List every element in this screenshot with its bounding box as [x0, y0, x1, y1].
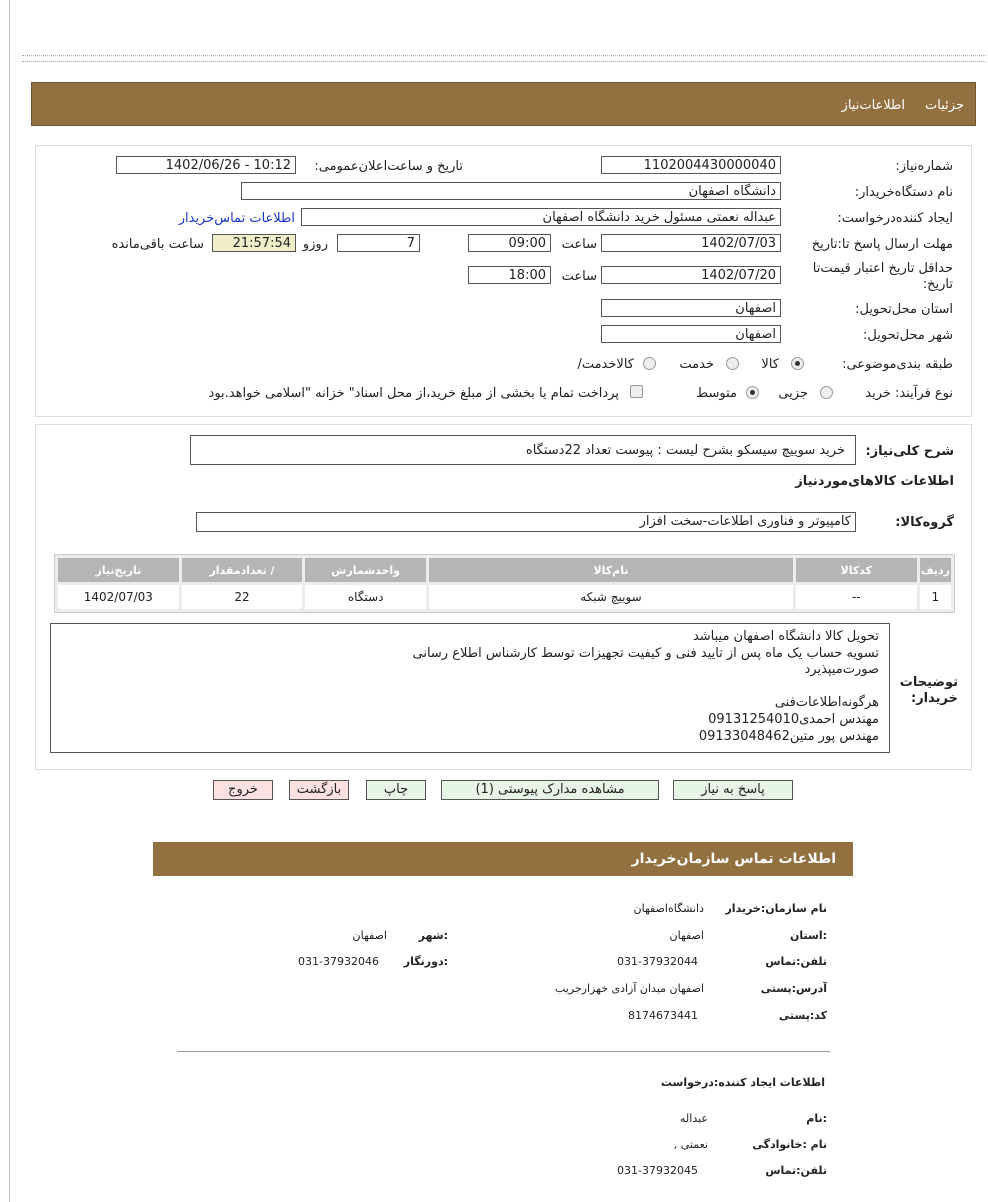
tab-details[interactable]: جزئیات: [925, 98, 964, 113]
phone-label: تلفن:تماس: [765, 955, 827, 968]
phone-value: 031-37932044: [617, 955, 698, 968]
province-label: استان محل‌تحویل:: [855, 302, 953, 317]
notes-box: [50, 623, 890, 753]
col-code: کدکالا: [796, 558, 917, 582]
header-bar: [31, 82, 976, 126]
notes-line: تحویل کالا دانشگاه اصفهان میباشد: [692, 629, 879, 644]
province-contact-label: :استان: [790, 929, 827, 942]
deadline-time-field: 09:00: [468, 234, 551, 252]
notes-line: هرگونه‌اطلاعات‌فنی: [774, 695, 879, 711]
validity-time-label: ساعت: [561, 269, 597, 284]
deadline-date-field: 1402/07/03: [601, 234, 781, 252]
contact-section-header: [153, 842, 853, 876]
deadline-time-label: ساعت: [561, 237, 597, 252]
contact-section-title: اطلاعات تماس سازمان‌خریدار: [631, 851, 836, 867]
creator-phone-value: 031-37932045: [617, 1164, 698, 1177]
view-attachments-button[interactable]: مشاهده مدارک پیوستی (1): [441, 780, 659, 800]
group-label: گروه‌کالا:: [895, 515, 954, 530]
back-button[interactable]: بازگشت: [289, 780, 349, 800]
postal-value: 8174673441: [628, 1009, 698, 1022]
category-label: طبقه بندی‌موضوعی:: [842, 357, 953, 372]
tab-need-info[interactable]: اطلاعات‌نیاز: [841, 98, 905, 113]
org-label: نام سازمان:خریدار: [725, 902, 827, 915]
days-label: روزو: [302, 237, 328, 252]
cell-qty: 22: [182, 585, 303, 609]
creator-phone-label: تلفن:تماس: [765, 1164, 827, 1177]
city-contact-value: اصفهان: [352, 929, 387, 942]
validity-label-1: حداقل تاریخ اعتبار قیمت‌تا: [812, 261, 953, 276]
group-field: کامپیوتر و فناوری اطلاعات-سخت افزار: [196, 512, 856, 532]
buyer-contact-link[interactable]: اطلاعات تماس‌خریدار: [178, 211, 295, 226]
notes-line: [51, 679, 879, 696]
city-contact-label: :شهر: [418, 929, 448, 942]
category-option-goods-service: کالا‌خدمت/: [577, 357, 634, 372]
cell-date: 1402/07/03: [58, 585, 179, 609]
need-number-field: 1102004430000040: [601, 156, 781, 174]
address-value: اصفهان میدان آزادی خهزارجریب: [554, 982, 704, 995]
category-radio-service[interactable]: [726, 357, 739, 370]
contact-divider: [177, 1051, 830, 1052]
treasury-payment-checkbox[interactable]: [630, 385, 643, 398]
cell-name: سوییچ شبکه: [429, 585, 793, 609]
fax-label: :دورنگار: [403, 955, 448, 968]
remaining-label: ساعت باقی‌مانده: [111, 237, 204, 252]
deadline-label: مهلت ارسال پاسخ تا:تاریخ: [811, 237, 953, 252]
dotted-separator: [22, 55, 986, 62]
announce-field: 1402/06/26 - 10:12: [116, 156, 296, 174]
creator-family-label: نام :خانوادگی: [752, 1138, 827, 1151]
validity-time-field: 18:00: [468, 266, 551, 284]
cell-row: 1: [920, 585, 951, 609]
notes-label-1: توضیحات: [899, 675, 958, 690]
creator-family-value: نعمتی ,: [673, 1138, 708, 1151]
items-title: اطلاعات کالاهای‌موردنیاز: [795, 474, 954, 489]
exit-button[interactable]: خروج: [213, 780, 273, 800]
notes-line: صورت‌میپذیرد: [804, 662, 879, 678]
table-row: [58, 585, 951, 609]
notes-line: مهندس پور متین09133048462: [698, 728, 879, 744]
need-number-label: شماره‌نیاز:: [895, 159, 953, 174]
buyer-org-label: نام دستگاه‌خریدار:: [854, 185, 953, 200]
process-option-minor: جزیی: [778, 386, 808, 401]
buyer-org-field: دانشگاه اصفهان: [241, 182, 781, 200]
org-value: دانشگاه‌اصفهان: [633, 902, 704, 915]
summary-label: شرح کلی‌نیاز:: [865, 444, 954, 459]
creator-label: ایجاد کننده‌درخواست:: [837, 211, 953, 226]
province-field: اصفهان: [601, 299, 781, 317]
col-unit: واحدشمارش: [305, 558, 426, 582]
announce-label: تاریخ و ساعت‌اعلان‌عمومی:: [314, 159, 463, 174]
postal-label: کد:پستی: [778, 1009, 827, 1022]
print-button[interactable]: چاپ: [366, 780, 426, 800]
creator-name-label: :نام: [806, 1112, 827, 1125]
category-radio-goods-service[interactable]: [643, 357, 656, 370]
col-qty: / تعدادمقدار: [182, 558, 303, 582]
items-table-header: [58, 558, 951, 582]
creator-name-value: عبداله: [680, 1112, 708, 1125]
days-field: 7: [337, 234, 420, 252]
notes-line: تسویه حساب یک ماه پس از تایید فنی و کیفیت تجهیزات توسط کارشناس اطلاع رسانی: [412, 645, 879, 661]
fax-value: 031-37932046: [298, 955, 379, 968]
remaining-time-field: 21:57:54: [212, 234, 296, 252]
validity-label-2: تاریخ:: [922, 277, 953, 292]
cell-unit: دستگاه: [305, 585, 426, 609]
process-radio-minor[interactable]: [820, 386, 833, 399]
category-option-goods: کالا: [761, 357, 779, 372]
city-field: اصفهان: [601, 325, 781, 343]
creator-info-title: اطلاعات ایجاد کننده:درخواست: [660, 1076, 825, 1089]
validity-date-field: 1402/07/20: [601, 266, 781, 284]
category-radio-goods[interactable]: [791, 357, 804, 370]
col-row: ردیف: [920, 558, 951, 582]
process-option-medium: متوسط: [696, 386, 737, 401]
col-date: تاریخ‌نیاز: [58, 558, 179, 582]
items-table: [54, 554, 955, 613]
province-contact-value: اصفهان: [669, 929, 704, 942]
page-left-border: [9, 0, 10, 1202]
category-option-service: خدمت: [679, 357, 714, 372]
process-radio-medium[interactable]: [746, 386, 759, 399]
creator-field: عبداله نعمتی مسئول خرید دانشگاه اصفهان: [301, 208, 781, 226]
process-label: نوع فرآیند: خرید: [865, 386, 953, 401]
col-name: نام‌کالا: [429, 558, 793, 582]
notes-line: مهندس احمدی09131254010: [708, 711, 879, 727]
notes-label-2: خریدار:: [911, 691, 958, 706]
cell-code: --: [796, 585, 917, 609]
address-label: آدرس:پستی: [760, 982, 827, 995]
city-label: شهر محل‌تحویل:: [863, 328, 953, 343]
summary-field: خرید سوییچ سیسکو بشرح لیست : پیوست تعداد 22دستگاه: [190, 435, 856, 465]
treasury-payment-note: پرداخت تمام یا بخشی از مبلغ خرید،از محل اسناد" خزانه "اسلامی خواهد.بود: [208, 386, 619, 401]
reply-button[interactable]: پاسخ به نیاز: [673, 780, 793, 800]
